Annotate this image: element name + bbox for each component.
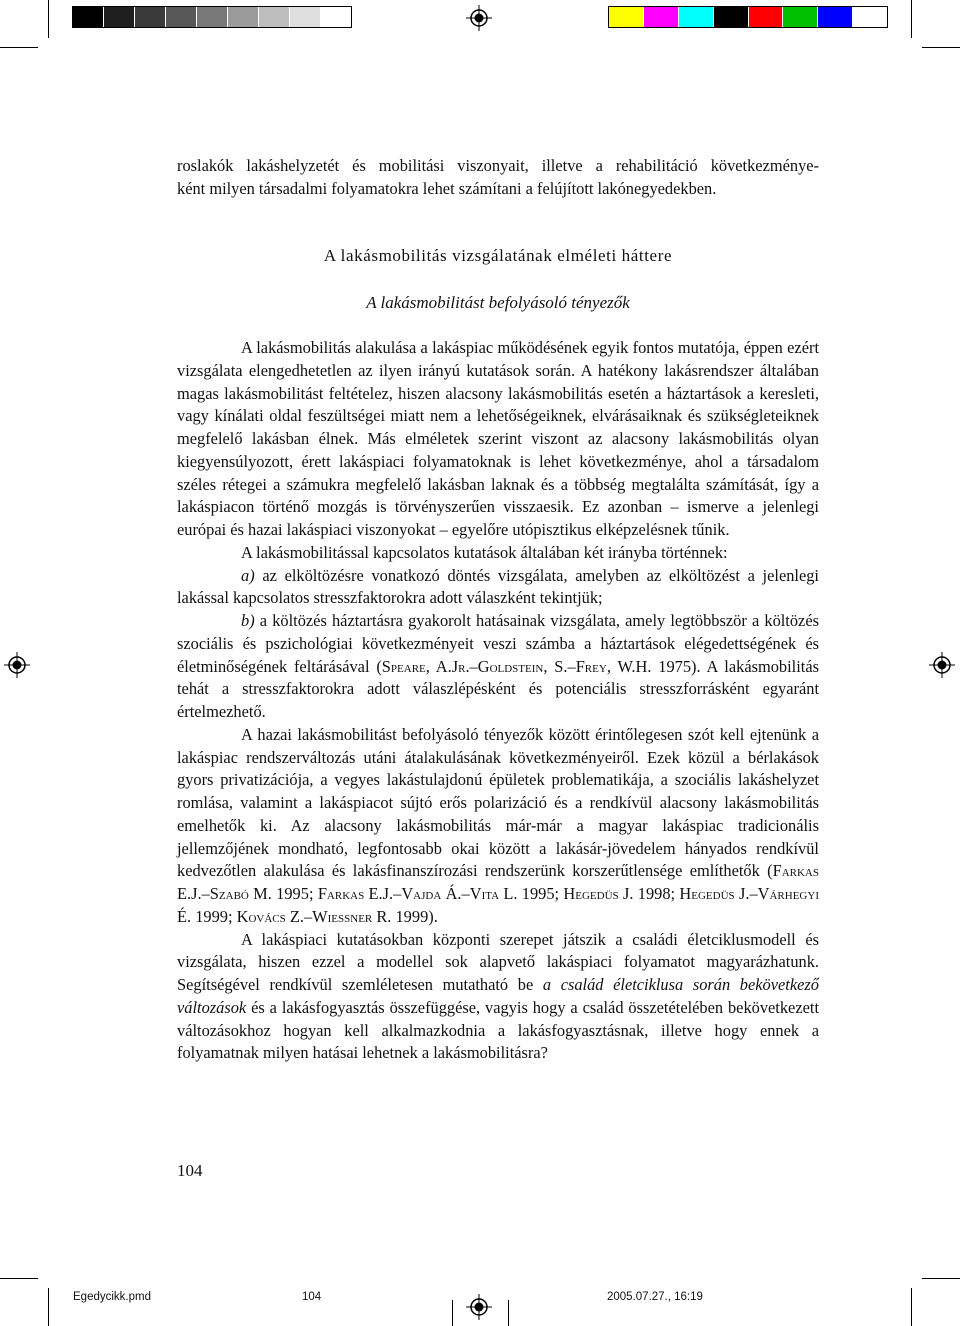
crop-mark xyxy=(911,0,912,38)
color-swatch xyxy=(817,7,852,27)
crop-mark xyxy=(48,1288,49,1326)
intro-line-1: roslakók lakáshelyzetét és mobilitási viszonyait, illetve a rehabilitáció következménye- xyxy=(177,156,819,175)
reference-author: Kovács xyxy=(236,906,286,926)
color-swatch xyxy=(258,7,289,27)
slug-page: 104 xyxy=(302,1291,322,1303)
reference-author: Jr xyxy=(451,656,466,676)
reference-author: Hegedüs xyxy=(563,884,619,903)
crop-mark xyxy=(0,47,38,48)
body-text xyxy=(177,337,819,1065)
crop-mark xyxy=(452,1300,453,1326)
reference-author: Wiessner xyxy=(312,906,373,926)
registration-mark-icon xyxy=(466,1294,492,1320)
reference-author: Vita xyxy=(469,884,500,903)
reference-author: Várhegyi xyxy=(757,884,819,903)
reference-author: Szabó xyxy=(209,884,249,903)
intro-line-2: ként milyen társadalmi folyamatokra lehet számítani a felújított lakónegyedekben. xyxy=(177,179,717,198)
crop-mark xyxy=(508,1300,509,1326)
paragraph-2: A lakásmobilitással kapcsolatos kutatások általában két irányba történnek: xyxy=(241,542,728,562)
grayscale-calibration-bar xyxy=(72,6,352,28)
paragraph-6: A lakáspiaci kutatásokban központi szerepet játszik a családi életciklusmodell és vizsgálata, hiszen ezzel a modellel sok alapvető lakáspiaci folyamatot magyarázhatunk. Segítségével rendkívül szemléletesen mutatható be a család életciklusa során bekövetkező változások és a lakásfogyasztás összefüggése, vagyis hogy a család összetételében bekövetkezett változásokhoz hogyan kell alkalmazkodnia a lakásfogyasztásnak, illetve hogy ennek a folyamatnak milyen hatásai lehetnek a lakásmobilitásra? xyxy=(177,929,819,1063)
paragraph-4: b) a költözés háztartásra gyakorolt hatásainak vizsgálata, amely legtöbbször a költözés szociális és pszichológiai következményeit veszi számba a háztartások elégedettségének és életminőségének feltárásával (Speare, A.Jr.–Goldstein, S.–Frey, W.H. 1975). A lakásmobilitás tehát a stresszfaktorokra adott válaszlépésként és potenciális stresszforrásként egyaránt értelmezhető. xyxy=(177,611,819,721)
page-number: 104 xyxy=(177,1161,203,1180)
reference-author: Goldstein xyxy=(477,656,544,676)
reference-author: Hegedüs xyxy=(679,884,735,903)
color-swatch xyxy=(134,7,165,27)
color-swatch xyxy=(713,7,748,27)
crop-mark xyxy=(922,1278,960,1279)
registration-mark-icon xyxy=(466,5,492,31)
crop-mark xyxy=(911,1288,912,1326)
slug-datetime: 2005.07.27., 16:19 xyxy=(607,1291,703,1303)
section-heading: A lakásmobilitás vizsgálatának elméleti háttere xyxy=(323,246,673,265)
color-calibration-bar xyxy=(608,6,888,28)
reference-author: Speare xyxy=(381,656,426,676)
reference-author: Vajda xyxy=(401,884,442,903)
paragraph-1: A lakásmobilitás alakulása a lakáspiac működésének egyik fontos mutatója, éppen ezért vizsgálata elengedhetetlen az ilyen irányú kutatások során. A hatékony lakásrendszer általában magas lakásmobilitást feltételez, hiszen alacsony lakásmobilitás esetén a háztartások a keresleti, vagy kínálati oldal feszültségei miatt nem a lehetőségeiknek, elvárásaiknak és szükségleteiknek megfelelő lakásban élnek. Más elméletek szerint viszont az alacsony lakásmobilitás olyan kiegyensúlyozott, érett lakáspiaci folyamatoknak is lehet következménye, ahol a társadalom széles rétegei a számukra megfelelő lakásban laknak és a többség megtalálta számítását, így a lakáspiacon történő mozgás is törvényszerűen visszaesik. Ez azonban – ismerve a jelenlegi európai és hazai lakáspiaci viszonyokat – egyelőre utópisztikus elképzelésnek tűnik. xyxy=(177,338,819,539)
color-swatch xyxy=(678,7,713,27)
color-swatch xyxy=(103,7,134,27)
intro-text xyxy=(177,154,819,200)
crop-mark xyxy=(922,47,960,48)
color-swatch xyxy=(289,7,320,27)
color-swatch xyxy=(227,7,258,27)
slug-filename: Egedycikk.pmd xyxy=(73,1291,151,1303)
reference-author: Farkas xyxy=(772,861,819,881)
registration-mark-icon xyxy=(929,652,955,678)
crop-mark xyxy=(48,0,49,38)
color-swatch xyxy=(73,7,103,27)
color-swatch xyxy=(609,7,643,27)
paragraph-5: A hazai lakásmobilitást befolyásoló tényezők között érintőlegesen szót kell ejtenünk a lakáspiac rendszerváltozás utáni átalakulásának következményeiről. Ezek közül a bérlakások gyors privatizációja, a vegyes lakástulajdonú épületek problematikája, a szociális lakáshelyzet romlása, valamint a lakáspiacot sújtó erős polarizáció és a rendkívül alacsony lakásmobilitás emelhetők ki. Az alacsony lakásmobilitás már-már a magyar lakáspiac tradicionális jellemzőjének mondható, legfontosabb okai között a lakásár-jövedelem hányados rendkívül kedvezőtlen alakulása és lakásfinanszírozási rendszerünk korszerűtlensége említhetők (Farkas E.J.–Szabó M. 1995; Farkas E.J.–Vajda Á.–Vita L. 1995; Hegedüs J. 1998; Hegedüs J.–Várhegyi É. 1999; Kovács Z.–Wiessner R. 1999). xyxy=(177,724,819,926)
color-swatch xyxy=(852,7,887,27)
reference-author: Frey xyxy=(575,656,607,676)
color-swatch xyxy=(748,7,783,27)
color-swatch xyxy=(643,7,678,27)
subsection-heading: A lakásmobilitást befolyásoló tényezők xyxy=(366,293,630,312)
color-swatch xyxy=(196,7,227,27)
crop-mark xyxy=(0,1278,38,1279)
color-swatch xyxy=(782,7,817,27)
color-swatch xyxy=(165,7,196,27)
registration-mark-icon xyxy=(4,652,30,678)
paragraph-3: a) az elköltözésre vonatkozó döntés vizsgálata, amelyben az elköltözést a jelenlegi lakással kapcsolatos stresszfaktorokra adott válaszként tekintjük; xyxy=(177,565,819,608)
reference-author: Farkas xyxy=(317,884,365,903)
color-swatch xyxy=(320,7,351,27)
